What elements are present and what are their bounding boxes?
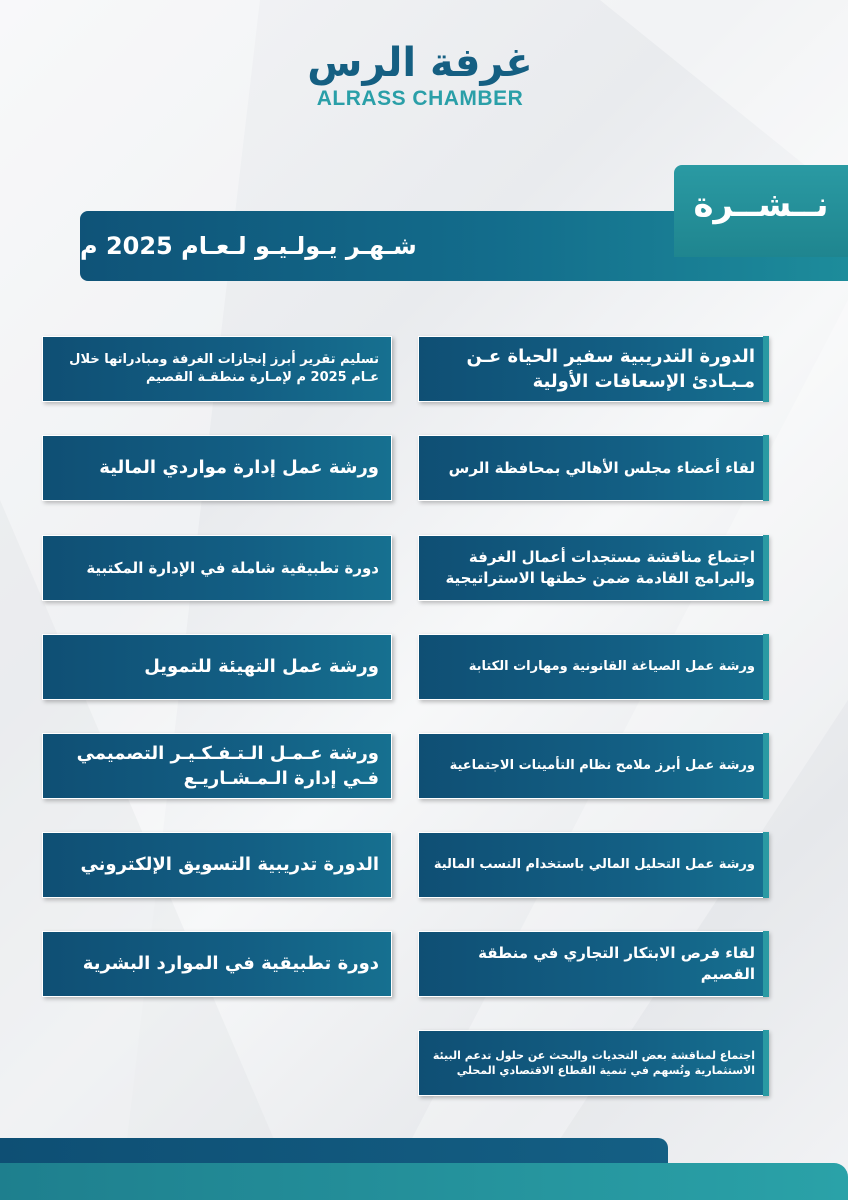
activity-card (42, 435, 392, 501)
logo-arabic-text: غرفة الرس (307, 40, 533, 86)
activity-card (418, 336, 768, 402)
activity-text: ورشة عمل إدارة مواردي المالية (99, 457, 379, 479)
newsletter-badge (674, 165, 848, 257)
activity-card (42, 535, 392, 601)
activity-text: دورة تطبيقية في الموارد البشرية (82, 953, 379, 975)
chamber-logo (290, 40, 550, 120)
activity-text: اجتماع مناقشة مستجدات أعمال الغرفة والبرامج القادمة ضمن خطتها الاستراتيجية (445, 548, 755, 587)
activity-card (42, 733, 392, 799)
activity-card (418, 634, 768, 700)
banner-title: شـهـر يـولـيـو لـعـام 2025 م (80, 232, 417, 260)
newsletter-badge-label: نــشــرة (693, 185, 829, 225)
logo-english-text: ALRASS CHAMBER (316, 87, 524, 110)
activity-text: ورشة عـمـل الـتـفـكـيـر التصميمي فـي إدارة الـمـشـاريـع (76, 742, 379, 789)
activity-text: تسليم تقرير أبرز إنجازات الغرفة ومبادراتها خلال عـام 2025 م لإمـارة منطقـة القصيم (69, 351, 379, 385)
activity-card (42, 336, 392, 402)
activity-text: لقاء فرص الابتكار التجاري في منطقة القصيم (478, 944, 755, 983)
activity-text: لقاء أعضاء مجلس الأهالي بمحافظة الرس (448, 458, 755, 477)
activity-card (418, 832, 768, 898)
activity-text: ورشة عمل الصياغة القانونية ومهارات الكتابة (468, 658, 755, 674)
activity-card (418, 1030, 768, 1096)
activity-card (418, 733, 768, 799)
activity-text: ورشة عمل التهيئة للتمويل (144, 656, 379, 678)
activity-text: ورشة عمل أبرز ملامح نظام التأمينات الاجتماعية (449, 757, 755, 773)
activity-card (42, 931, 392, 997)
activity-text: اجتماع لمناقشة بعض التحديات والبحث عن حلول تدعم البيئة الاستثمارية وتُسهم في تنمية القطاع الاقتصادي المحلي (432, 1048, 755, 1077)
activity-text: الدورة تدريبية التسويق الإلكتروني (80, 854, 379, 876)
footer-bar-teal (0, 1163, 848, 1200)
activity-text: الدورة التدريبية سفير الحياة عـن مـبـادئ الإسعافات الأولية (466, 345, 755, 392)
activity-text: دورة تطبيقية شاملة في الإدارة المكتبية (86, 558, 379, 577)
activity-text: ورشة عمل التحليل المالي باستخدام النسب المالية (433, 856, 755, 872)
activity-card (418, 435, 768, 501)
activity-card (418, 931, 768, 997)
activity-card (42, 832, 392, 898)
activity-card (42, 634, 392, 700)
activity-card (418, 535, 768, 601)
